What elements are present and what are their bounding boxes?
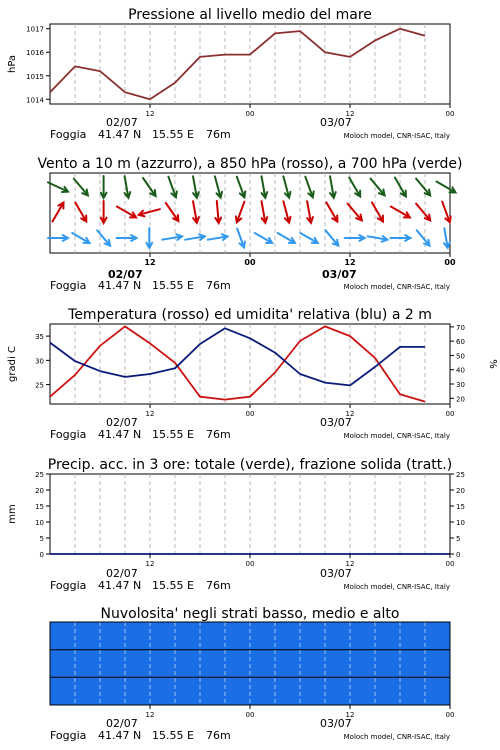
cloud-cell bbox=[375, 650, 401, 678]
pressure-footer bbox=[50, 116, 450, 141]
cloud-cell bbox=[325, 677, 351, 705]
wind-arrow bbox=[416, 204, 430, 221]
humidity-y-ticks bbox=[450, 324, 465, 403]
location-name: Foggia bbox=[50, 428, 87, 441]
cloud-cell bbox=[200, 677, 226, 705]
precipitation-grid bbox=[75, 474, 425, 554]
location-name: Foggia bbox=[50, 729, 87, 742]
wind-arrow bbox=[444, 228, 450, 248]
cloud-cell bbox=[200, 622, 226, 650]
date-label-2: 03/07 bbox=[322, 268, 357, 281]
y-tick-label: 15 bbox=[35, 503, 44, 511]
wind-arrow bbox=[237, 177, 246, 198]
wind-arrow bbox=[262, 176, 268, 198]
wind-arrow bbox=[283, 176, 290, 197]
location-lon: 15.55 E bbox=[152, 128, 194, 141]
cloud-cell bbox=[425, 677, 451, 705]
wind-arrow bbox=[255, 233, 272, 243]
cloud-cell bbox=[375, 622, 401, 650]
x-tick-label: 12 bbox=[144, 258, 156, 267]
wind-arrow bbox=[139, 209, 160, 216]
location-lon: 15.55 E bbox=[152, 729, 194, 742]
date-label-1: 02/07 bbox=[106, 116, 138, 129]
pressure-plot-frame bbox=[50, 24, 450, 104]
location-lon: 15.55 E bbox=[152, 579, 194, 592]
cloud-cell bbox=[75, 650, 101, 678]
wind-x-ticks bbox=[144, 253, 456, 267]
location-lat: 41.47 N bbox=[98, 729, 142, 742]
model-credit: Moloch model, CNR-ISAC, Italy bbox=[343, 283, 450, 291]
precipitation-y-axis-label: mm bbox=[7, 504, 18, 524]
wind-arrow bbox=[326, 230, 339, 245]
wind-arrow bbox=[262, 201, 268, 223]
wind-arrow bbox=[330, 176, 336, 198]
cloud-cell bbox=[275, 677, 301, 705]
wind-arrow bbox=[390, 235, 410, 241]
wind-arrow bbox=[75, 203, 86, 222]
pressure-panel bbox=[7, 7, 454, 141]
y-tick-label: 1017 bbox=[26, 25, 44, 34]
x-tick-label: 12 bbox=[145, 110, 155, 118]
y-tick-label: 25 bbox=[35, 471, 44, 479]
pressure-title: Pressione al livello medio del mare bbox=[128, 7, 372, 23]
y-tick-label: 10 bbox=[456, 519, 465, 527]
model-credit: Moloch model, CNR-ISAC, Italy bbox=[343, 733, 450, 741]
y-tick-label: 35 bbox=[35, 333, 44, 342]
x-tick-label: 00 bbox=[445, 110, 455, 118]
precipitation-panel bbox=[7, 457, 465, 592]
cloud-cell bbox=[250, 622, 276, 650]
cloud-cell bbox=[425, 622, 451, 650]
temperature-panel bbox=[7, 307, 498, 441]
date-label-2: 03/07 bbox=[320, 567, 352, 580]
y-tick-label: 5 bbox=[39, 535, 44, 543]
y-tick-label: 70 bbox=[456, 323, 465, 332]
date-label-2: 03/07 bbox=[320, 717, 352, 730]
temperature-line bbox=[50, 326, 425, 401]
cloud-panel bbox=[50, 606, 454, 742]
cloud-cell bbox=[225, 650, 251, 678]
x-tick-label: 12 bbox=[145, 560, 155, 568]
cloud-cell bbox=[150, 622, 176, 650]
y-tick-label: 50 bbox=[456, 352, 465, 361]
temperature-y-ticks bbox=[35, 333, 50, 389]
location-lat: 41.47 N bbox=[98, 579, 142, 592]
wind-arrow bbox=[193, 176, 199, 198]
wind-arrow bbox=[166, 203, 179, 221]
x-tick-label: 00 bbox=[445, 560, 455, 568]
y-tick-label: 20 bbox=[456, 487, 465, 495]
y-tick-label: 25 bbox=[35, 381, 44, 390]
cloud-cell bbox=[200, 650, 226, 678]
cloud-cell bbox=[225, 622, 251, 650]
date-label-2: 03/07 bbox=[320, 416, 352, 429]
wind-arrow bbox=[193, 201, 199, 223]
wind-arrow bbox=[117, 235, 137, 241]
temperature-x-ticks bbox=[146, 404, 455, 418]
location-alt: 76m bbox=[206, 279, 231, 292]
y-tick-label: 20 bbox=[35, 487, 44, 495]
wind-arrow bbox=[307, 201, 313, 223]
cloud-title: Nuvolosita' negli strati basso, medio e alto bbox=[100, 606, 400, 622]
wind-arrow bbox=[125, 176, 131, 198]
wind-arrow bbox=[278, 233, 295, 243]
wind-title: Vento a 10 m (azzurro), a 850 hPa (rosso), a 700 hPa (verde) bbox=[37, 156, 463, 172]
cloud-cell bbox=[225, 677, 251, 705]
location-name: Foggia bbox=[50, 279, 87, 292]
cloud-cell bbox=[325, 650, 351, 678]
y-tick-label: 60 bbox=[456, 338, 465, 347]
wind-arrow bbox=[117, 207, 136, 218]
wind-arrow bbox=[101, 176, 107, 198]
precipitation-plot-frame bbox=[50, 474, 450, 554]
model-credit: Moloch model, CNR-ISAC, Italy bbox=[343, 132, 450, 140]
temperature-y-axis-label: gradi C bbox=[7, 346, 18, 382]
y-tick-label: 1014 bbox=[26, 96, 44, 105]
location-lon: 15.55 E bbox=[152, 279, 194, 292]
wind-arrow bbox=[345, 235, 365, 241]
cloud-cell bbox=[100, 622, 126, 650]
location-name: Foggia bbox=[50, 128, 87, 141]
y-tick-label: 0 bbox=[456, 551, 461, 559]
wind-arrow bbox=[215, 201, 221, 223]
y-tick-label: 15 bbox=[456, 503, 465, 511]
x-tick-label: 00 bbox=[444, 258, 456, 267]
date-label-1: 02/07 bbox=[106, 717, 138, 730]
date-label-1: 02/07 bbox=[108, 268, 143, 281]
x-tick-label: 12 bbox=[344, 258, 356, 267]
wind-footer bbox=[50, 268, 450, 292]
location-lon: 15.55 E bbox=[152, 428, 194, 441]
y-tick-label: 25 bbox=[456, 471, 465, 479]
wind-arrow bbox=[53, 203, 64, 222]
wind-arrow bbox=[208, 234, 228, 240]
cloud-cell bbox=[300, 622, 326, 650]
wind-arrow bbox=[437, 182, 456, 193]
cloud-cell bbox=[50, 677, 76, 705]
wind-arrow bbox=[371, 179, 385, 196]
cloud-cell bbox=[350, 622, 376, 650]
cloud-cell bbox=[50, 650, 76, 678]
location-lat: 41.47 N bbox=[98, 279, 142, 292]
x-tick-label: 00 bbox=[245, 110, 255, 118]
cloud-cell bbox=[150, 650, 176, 678]
date-label-1: 02/07 bbox=[106, 416, 138, 429]
y-tick-label: 20 bbox=[456, 395, 465, 404]
x-tick-label: 12 bbox=[145, 711, 155, 719]
cloud-cell bbox=[425, 650, 451, 678]
cloud-cell bbox=[250, 677, 276, 705]
cloud-footer bbox=[50, 717, 450, 742]
location-name: Foggia bbox=[50, 579, 87, 592]
wind-arrow bbox=[237, 229, 245, 248]
cloud-cell bbox=[175, 677, 201, 705]
cloud-cell bbox=[400, 622, 426, 650]
wind-arrow bbox=[146, 228, 152, 248]
precipitation-footer bbox=[50, 567, 450, 592]
cloud-cell bbox=[300, 677, 326, 705]
y-tick-label: 40 bbox=[456, 366, 465, 375]
precipitation-x-ticks bbox=[146, 554, 455, 568]
location-alt: 76m bbox=[206, 428, 231, 441]
temperature-title: Temperatura (rosso) ed umidita' relativa (blu) a 2 m bbox=[68, 307, 432, 323]
wind-arrow bbox=[236, 202, 245, 223]
pressure-series bbox=[50, 29, 425, 100]
x-tick-label: 12 bbox=[345, 560, 355, 568]
cloud-cell bbox=[275, 650, 301, 678]
temperature-grid bbox=[75, 324, 425, 404]
cloud-cell bbox=[75, 622, 101, 650]
wind-arrow bbox=[372, 203, 383, 222]
humidity-line bbox=[50, 328, 425, 385]
cloud-cell bbox=[100, 650, 126, 678]
cloud-cell bbox=[75, 677, 101, 705]
wind-barbs bbox=[48, 176, 456, 248]
cloud-cell bbox=[125, 650, 151, 678]
cloud-cell bbox=[175, 622, 201, 650]
location-alt: 76m bbox=[206, 128, 231, 141]
x-tick-label: 00 bbox=[245, 560, 255, 568]
temperature-series bbox=[50, 326, 425, 401]
pressure-x-ticks bbox=[146, 104, 455, 118]
location-alt: 76m bbox=[206, 579, 231, 592]
x-tick-label: 00 bbox=[244, 258, 256, 267]
cloud-cell bbox=[400, 650, 426, 678]
cloud-cell bbox=[175, 650, 201, 678]
wind-arrow bbox=[326, 203, 337, 222]
wind-arrow bbox=[442, 202, 451, 223]
wind-arrow bbox=[162, 234, 182, 240]
location-alt: 76m bbox=[206, 729, 231, 742]
wind-arrow bbox=[417, 230, 430, 245]
wind-arrow bbox=[185, 234, 205, 240]
cloud-cell bbox=[400, 677, 426, 705]
wind-arrow bbox=[305, 177, 313, 198]
cloud-cell bbox=[350, 650, 376, 678]
pressure-y-axis-label: hPa bbox=[7, 54, 18, 74]
model-credit: Moloch model, CNR-ISAC, Italy bbox=[343, 432, 450, 440]
wind-arrow bbox=[416, 179, 430, 196]
y-tick-label: 1015 bbox=[26, 72, 44, 81]
model-credit: Moloch model, CNR-ISAC, Italy bbox=[343, 583, 450, 591]
cloud-x-ticks bbox=[146, 705, 455, 719]
wind-arrow bbox=[300, 233, 317, 243]
pressure-line bbox=[50, 29, 425, 100]
cloud-cell bbox=[325, 622, 351, 650]
wind-arrow bbox=[368, 236, 388, 242]
x-tick-label: 00 bbox=[245, 410, 255, 418]
y-tick-label: 0 bbox=[39, 551, 44, 559]
x-tick-label: 00 bbox=[245, 711, 255, 719]
temperature-plot-frame bbox=[50, 324, 450, 404]
cloud-cell bbox=[125, 622, 151, 650]
humidity-y-axis-label: % bbox=[487, 359, 498, 369]
y-tick-label: 30 bbox=[456, 381, 465, 389]
wind-arrow bbox=[48, 182, 68, 192]
wind-arrow bbox=[101, 201, 107, 223]
cloud-cell bbox=[50, 622, 76, 650]
wind-arrow bbox=[74, 179, 88, 196]
location-lat: 41.47 N bbox=[98, 428, 142, 441]
wind-arrow bbox=[143, 178, 156, 196]
precipitation-title: Precip. acc. in 3 ore: totale (verde), frazione solida (tratt.) bbox=[47, 457, 453, 473]
cloud-cell bbox=[250, 650, 276, 678]
cloud-cell bbox=[350, 677, 376, 705]
wind-arrow bbox=[48, 235, 68, 241]
temperature-footer bbox=[50, 416, 450, 441]
x-tick-label: 12 bbox=[345, 110, 355, 118]
location-lat: 41.47 N bbox=[98, 128, 142, 141]
cloud-cell bbox=[125, 677, 151, 705]
wind-arrow bbox=[215, 176, 222, 197]
y-tick-label: 30 bbox=[35, 357, 44, 366]
wind-arrow bbox=[349, 178, 360, 197]
cloud-cell bbox=[300, 650, 326, 678]
y-tick-label: 1016 bbox=[26, 49, 44, 58]
cloud-cell bbox=[375, 677, 401, 705]
cloud-cell bbox=[150, 677, 176, 705]
cloud-cell bbox=[275, 622, 301, 650]
x-tick-label: 12 bbox=[345, 711, 355, 719]
x-tick-label: 00 bbox=[445, 410, 455, 418]
wind-arrow bbox=[283, 201, 290, 222]
x-tick-label: 12 bbox=[345, 410, 355, 418]
x-tick-label: 00 bbox=[445, 711, 455, 719]
date-label-2: 03/07 bbox=[320, 116, 352, 129]
date-label-1: 02/07 bbox=[106, 567, 138, 580]
y-tick-label: 5 bbox=[456, 535, 461, 543]
wind-arrow bbox=[97, 230, 110, 245]
wind-arrow bbox=[168, 177, 176, 198]
wind-panel bbox=[37, 156, 462, 292]
cloud-cell bbox=[100, 677, 126, 705]
x-tick-label: 12 bbox=[145, 410, 155, 418]
y-tick-label: 10 bbox=[35, 519, 44, 527]
pressure-y-ticks bbox=[26, 26, 50, 105]
